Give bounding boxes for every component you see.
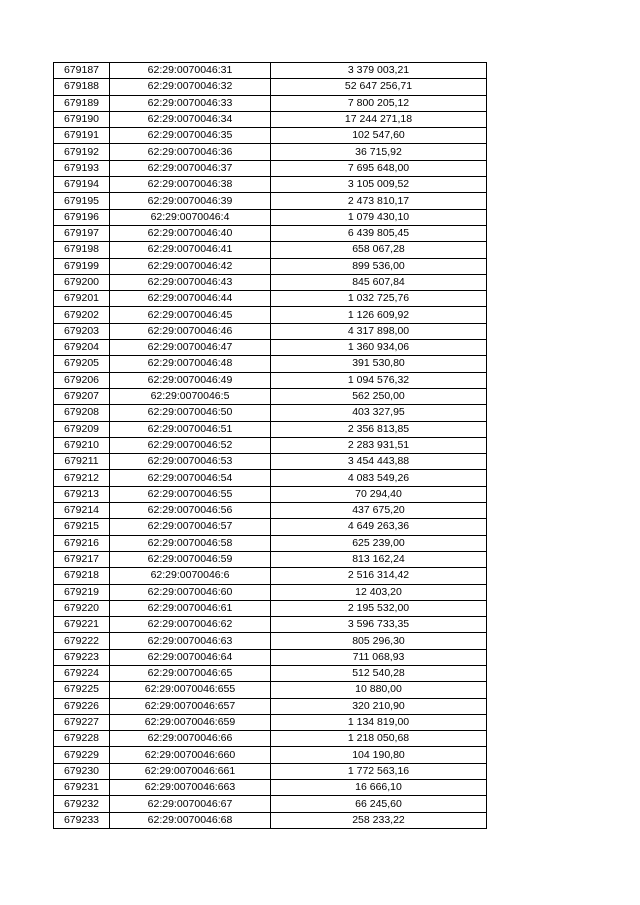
table-row	[54, 665, 487, 681]
cadastral-value-cell: 1 079 430,10	[271, 209, 487, 225]
cadastral-number-cell: 62:29:0070046:35	[110, 128, 271, 144]
row-number-cell: 679220	[54, 600, 110, 616]
cadastral-value-cell: 437 675,20	[271, 503, 487, 519]
cadastral-value-cell: 391 530,80	[271, 356, 487, 372]
cadastral-value-cell: 102 547,60	[271, 128, 487, 144]
table-row	[54, 258, 487, 274]
cadastral-number-cell: 62:29:0070046:51	[110, 421, 271, 437]
cadastral-value-cell: 104 190,80	[271, 747, 487, 763]
table-row	[54, 617, 487, 633]
table-row	[54, 535, 487, 551]
table-row	[54, 486, 487, 502]
table-row	[54, 649, 487, 665]
cadastral-number-cell: 62:29:0070046:655	[110, 682, 271, 698]
table-row	[54, 160, 487, 176]
cadastral-number-cell: 62:29:0070046:48	[110, 356, 271, 372]
table-row	[54, 519, 487, 535]
row-number-cell: 679213	[54, 486, 110, 502]
table-row	[54, 340, 487, 356]
cadastral-number-cell: 62:29:0070046:38	[110, 177, 271, 193]
cadastral-value-cell: 3 454 443,88	[271, 454, 487, 470]
row-number-cell: 679188	[54, 79, 110, 95]
cadastral-value-cell: 1 126 609,92	[271, 307, 487, 323]
table-row	[54, 405, 487, 421]
row-number-cell: 679221	[54, 617, 110, 633]
table-row	[54, 551, 487, 567]
table-row	[54, 323, 487, 339]
cadastral-value-cell: 4 317 898,00	[271, 323, 487, 339]
cadastral-number-cell: 62:29:0070046:32	[110, 79, 271, 95]
cadastral-value-table	[53, 62, 487, 829]
cadastral-number-cell: 62:29:0070046:64	[110, 649, 271, 665]
row-number-cell: 679214	[54, 503, 110, 519]
cadastral-value-cell: 6 439 805,45	[271, 225, 487, 241]
row-number-cell: 679218	[54, 568, 110, 584]
cadastral-number-cell: 62:29:0070046:663	[110, 780, 271, 796]
table-row	[54, 454, 487, 470]
cadastral-number-cell: 62:29:0070046:6	[110, 568, 271, 584]
cadastral-value-cell: 1 772 563,16	[271, 763, 487, 779]
row-number-cell: 679217	[54, 551, 110, 567]
table-row	[54, 747, 487, 763]
table-row	[54, 242, 487, 258]
row-number-cell: 679198	[54, 242, 110, 258]
row-number-cell: 679210	[54, 437, 110, 453]
table-row	[54, 63, 487, 79]
table-row	[54, 291, 487, 307]
row-number-cell: 679207	[54, 388, 110, 404]
table-row	[54, 682, 487, 698]
row-number-cell: 679212	[54, 470, 110, 486]
cadastral-value-cell: 3 105 009,52	[271, 177, 487, 193]
row-number-cell: 679206	[54, 372, 110, 388]
table-row	[54, 95, 487, 111]
table-row	[54, 568, 487, 584]
table-row	[54, 600, 487, 616]
cadastral-value-cell: 2 195 532,00	[271, 600, 487, 616]
cadastral-number-cell: 62:29:0070046:53	[110, 454, 271, 470]
cadastral-number-cell: 62:29:0070046:45	[110, 307, 271, 323]
row-number-cell: 679204	[54, 340, 110, 356]
cadastral-value-cell: 4 083 549,26	[271, 470, 487, 486]
row-number-cell: 679201	[54, 291, 110, 307]
row-number-cell: 679194	[54, 177, 110, 193]
row-number-cell: 679216	[54, 535, 110, 551]
table-row	[54, 421, 487, 437]
table-row	[54, 209, 487, 225]
row-number-cell: 679225	[54, 682, 110, 698]
cadastral-number-cell: 62:29:0070046:47	[110, 340, 271, 356]
cadastral-number-cell: 62:29:0070046:62	[110, 617, 271, 633]
cadastral-value-cell: 562 250,00	[271, 388, 487, 404]
row-number-cell: 679229	[54, 747, 110, 763]
cadastral-value-cell: 625 239,00	[271, 535, 487, 551]
row-number-cell: 679233	[54, 812, 110, 828]
row-number-cell: 679197	[54, 225, 110, 241]
cadastral-number-cell: 62:29:0070046:661	[110, 763, 271, 779]
cadastral-number-cell: 62:29:0070046:41	[110, 242, 271, 258]
table-row	[54, 356, 487, 372]
table-body	[54, 63, 487, 829]
cadastral-number-cell: 62:29:0070046:52	[110, 437, 271, 453]
cadastral-number-cell: 62:29:0070046:4	[110, 209, 271, 225]
row-number-cell: 679230	[54, 763, 110, 779]
cadastral-value-cell: 658 067,28	[271, 242, 487, 258]
cadastral-value-cell: 52 647 256,71	[271, 79, 487, 95]
cadastral-value-cell: 2 283 931,51	[271, 437, 487, 453]
table-row	[54, 633, 487, 649]
cadastral-value-cell: 4 649 263,36	[271, 519, 487, 535]
cadastral-number-cell: 62:29:0070046:660	[110, 747, 271, 763]
cadastral-value-cell: 1 134 819,00	[271, 714, 487, 730]
row-number-cell: 679232	[54, 796, 110, 812]
table-row	[54, 372, 487, 388]
cadastral-number-cell: 62:29:0070046:58	[110, 535, 271, 551]
cadastral-value-cell: 320 210,90	[271, 698, 487, 714]
row-number-cell: 679195	[54, 193, 110, 209]
cadastral-number-cell: 62:29:0070046:40	[110, 225, 271, 241]
cadastral-value-cell: 10 880,00	[271, 682, 487, 698]
table-row	[54, 796, 487, 812]
table-row	[54, 79, 487, 95]
cadastral-number-cell: 62:29:0070046:33	[110, 95, 271, 111]
cadastral-value-cell: 70 294,40	[271, 486, 487, 502]
table-row	[54, 780, 487, 796]
cadastral-value-cell: 1 094 576,32	[271, 372, 487, 388]
cadastral-number-cell: 62:29:0070046:37	[110, 160, 271, 176]
cadastral-number-cell: 62:29:0070046:44	[110, 291, 271, 307]
row-number-cell: 679228	[54, 731, 110, 747]
table-row	[54, 177, 487, 193]
cadastral-number-cell: 62:29:0070046:36	[110, 144, 271, 160]
row-number-cell: 679219	[54, 584, 110, 600]
cadastral-number-cell: 62:29:0070046:43	[110, 274, 271, 290]
cadastral-number-cell: 62:29:0070046:657	[110, 698, 271, 714]
table-row	[54, 731, 487, 747]
cadastral-number-cell: 62:29:0070046:50	[110, 405, 271, 421]
table-row	[54, 111, 487, 127]
cadastral-value-cell: 3 379 003,21	[271, 63, 487, 79]
table-row	[54, 470, 487, 486]
cadastral-value-cell: 258 233,22	[271, 812, 487, 828]
row-number-cell: 679224	[54, 665, 110, 681]
row-number-cell: 679222	[54, 633, 110, 649]
row-number-cell: 679190	[54, 111, 110, 127]
row-number-cell: 679193	[54, 160, 110, 176]
cadastral-value-cell: 1 218 050,68	[271, 731, 487, 747]
row-number-cell: 679231	[54, 780, 110, 796]
table-row	[54, 225, 487, 241]
cadastral-value-cell: 845 607,84	[271, 274, 487, 290]
cadastral-value-cell: 512 540,28	[271, 665, 487, 681]
cadastral-value-cell: 3 596 733,35	[271, 617, 487, 633]
cadastral-number-cell: 62:29:0070046:56	[110, 503, 271, 519]
row-number-cell: 679192	[54, 144, 110, 160]
cadastral-value-cell: 805 296,30	[271, 633, 487, 649]
cadastral-value-cell: 12 403,20	[271, 584, 487, 600]
table-row	[54, 388, 487, 404]
table-row	[54, 437, 487, 453]
table-row	[54, 128, 487, 144]
table-row	[54, 144, 487, 160]
row-number-cell: 679205	[54, 356, 110, 372]
cadastral-number-cell: 62:29:0070046:57	[110, 519, 271, 535]
cadastral-number-cell: 62:29:0070046:659	[110, 714, 271, 730]
row-number-cell: 679203	[54, 323, 110, 339]
cadastral-value-cell: 17 244 271,18	[271, 111, 487, 127]
cadastral-number-cell: 62:29:0070046:5	[110, 388, 271, 404]
row-number-cell: 679189	[54, 95, 110, 111]
row-number-cell: 679223	[54, 649, 110, 665]
cadastral-number-cell: 62:29:0070046:60	[110, 584, 271, 600]
cadastral-value-cell: 36 715,92	[271, 144, 487, 160]
table-row	[54, 503, 487, 519]
table-row	[54, 307, 487, 323]
cadastral-number-cell: 62:29:0070046:54	[110, 470, 271, 486]
cadastral-value-cell: 7 695 648,00	[271, 160, 487, 176]
cadastral-value-cell: 813 162,24	[271, 551, 487, 567]
row-number-cell: 679196	[54, 209, 110, 225]
row-number-cell: 679211	[54, 454, 110, 470]
cadastral-number-cell: 62:29:0070046:42	[110, 258, 271, 274]
cadastral-number-cell: 62:29:0070046:55	[110, 486, 271, 502]
row-number-cell: 679200	[54, 274, 110, 290]
row-number-cell: 679199	[54, 258, 110, 274]
cadastral-number-cell: 62:29:0070046:46	[110, 323, 271, 339]
cadastral-value-cell: 16 666,10	[271, 780, 487, 796]
cadastral-value-cell: 1 032 725,76	[271, 291, 487, 307]
cadastral-number-cell: 62:29:0070046:67	[110, 796, 271, 812]
row-number-cell: 679227	[54, 714, 110, 730]
table-row	[54, 193, 487, 209]
cadastral-number-cell: 62:29:0070046:59	[110, 551, 271, 567]
row-number-cell: 679202	[54, 307, 110, 323]
table-row	[54, 812, 487, 828]
cadastral-number-cell: 62:29:0070046:63	[110, 633, 271, 649]
cadastral-number-cell: 62:29:0070046:68	[110, 812, 271, 828]
row-number-cell: 679187	[54, 63, 110, 79]
cadastral-value-cell: 66 245,60	[271, 796, 487, 812]
table-row	[54, 584, 487, 600]
cadastral-number-cell: 62:29:0070046:39	[110, 193, 271, 209]
cadastral-value-cell: 899 536,00	[271, 258, 487, 274]
cadastral-value-cell: 1 360 934,06	[271, 340, 487, 356]
table-row	[54, 274, 487, 290]
row-number-cell: 679226	[54, 698, 110, 714]
table-row	[54, 763, 487, 779]
cadastral-value-cell: 2 516 314,42	[271, 568, 487, 584]
row-number-cell: 679209	[54, 421, 110, 437]
cadastral-number-cell: 62:29:0070046:65	[110, 665, 271, 681]
cadastral-value-cell: 403 327,95	[271, 405, 487, 421]
table-row	[54, 698, 487, 714]
cadastral-value-cell: 2 356 813,85	[271, 421, 487, 437]
row-number-cell: 679191	[54, 128, 110, 144]
cadastral-value-cell: 7 800 205,12	[271, 95, 487, 111]
cadastral-number-cell: 62:29:0070046:49	[110, 372, 271, 388]
cadastral-number-cell: 62:29:0070046:66	[110, 731, 271, 747]
table-row	[54, 714, 487, 730]
cadastral-number-cell: 62:29:0070046:34	[110, 111, 271, 127]
cadastral-number-cell: 62:29:0070046:61	[110, 600, 271, 616]
cadastral-number-cell: 62:29:0070046:31	[110, 63, 271, 79]
cadastral-value-cell: 711 068,93	[271, 649, 487, 665]
row-number-cell: 679208	[54, 405, 110, 421]
cadastral-value-cell: 2 473 810,17	[271, 193, 487, 209]
row-number-cell: 679215	[54, 519, 110, 535]
